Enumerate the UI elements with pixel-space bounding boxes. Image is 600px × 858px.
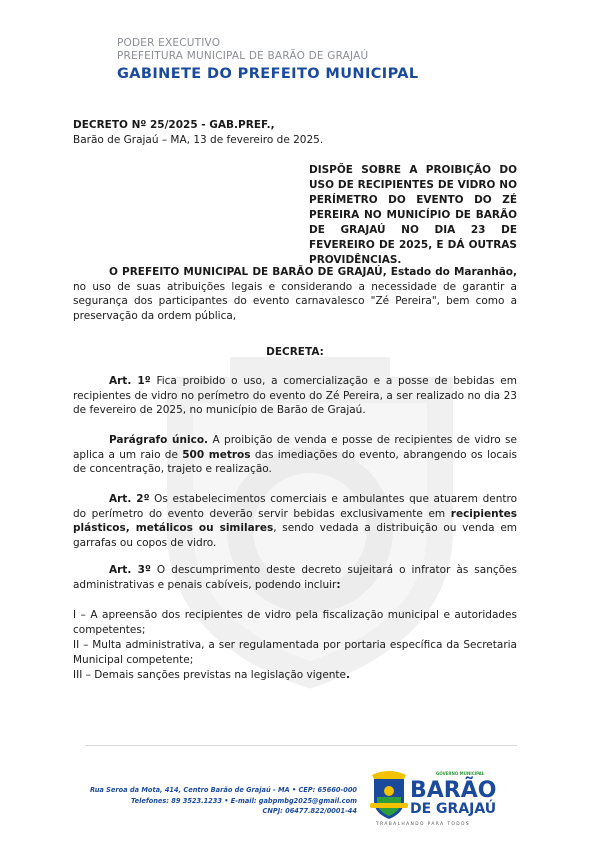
- article-3-text: O descumprimento deste decreto sujeitará o infrator às sanções administrativas e penais cabíveis, podendo incluir: [73, 564, 517, 591]
- article-2-text-b: , sendo vedada a distribuição ou venda em garrafas ou copos de vidro.: [73, 522, 518, 549]
- logo-slogan: TRABALHANDO PARA TODOS: [376, 822, 471, 827]
- article-3-label: Art. 3º: [109, 564, 151, 576]
- sole-paragraph-text-b: das imediações do evento, abrangendo os locais de concentração, trajeto e realização.: [73, 448, 517, 475]
- article-1: [73, 374, 517, 418]
- crest-icon: [370, 771, 408, 819]
- preamble-text: no uso de suas atribuições legais e considerando a necessidade de garantir a segurança dos participantes do evento carnavalesco "Zé Pereira", bem como a preservação da ordem pública,: [73, 280, 517, 322]
- sanction-item-3: [73, 668, 517, 683]
- footer-cnpj: CNPJ: 06477.822/0001-44: [262, 807, 357, 815]
- article-2: [73, 492, 517, 550]
- footer-contact: [90, 785, 357, 817]
- article-3: [73, 563, 517, 592]
- article-2-text-a: Os estabelecimentos comerciais e ambulantes que atuarem dentro do perímetro do evento deverão servir bebidas exclusivamente em: [73, 493, 518, 520]
- executive-branch-label: PODER EXECUTIVO: [117, 37, 221, 49]
- decree-number: DECRETO Nº 25/2025 - GAB.PREF.,: [73, 119, 275, 131]
- article-3-colon: :: [336, 578, 341, 591]
- place-and-date: Barão de Grajaú – MA, 13 de fevereiro de 2025.: [73, 134, 324, 146]
- radius-value: 500 metros: [182, 448, 251, 461]
- preamble-bold: O PREFEITO MUNICIPAL DE BARÃO DE GRAJAÚ, Estado do Maranhão,: [109, 266, 517, 278]
- preamble-paragraph: [73, 265, 517, 323]
- article-1-label: Art. 1º: [109, 375, 151, 387]
- sanction-item-1: I – A apreensão dos recipientes de vidro pela fiscalização municipal e autoridades competentes;: [73, 609, 517, 636]
- logo-name-top: BARÃO: [410, 778, 497, 803]
- letterhead: [117, 37, 419, 84]
- sanction-item-3-text: III – Demais sanções previstas na legislação vigente: [73, 669, 347, 681]
- sole-paragraph-text-a: A proibição de venda e posse de recipientes de vidro se aplica a um raio de: [73, 434, 517, 461]
- footer-divider: [85, 745, 517, 746]
- article-1-text: Fica proibido o uso, a comercialização e a posse de bebidas em recipientes de vidro no perímetro do evento do Zé Pereira, a ser realizado no dia 23 de fevereiro de 2025, no município de Barão de Grajaú.: [73, 375, 517, 416]
- logo-name-bottom: DE GRAJAÚ: [410, 801, 497, 817]
- logo-small-text: GOVERNO MUNICIPAL: [436, 771, 485, 776]
- city-hall-label: PREFEITURA MUNICIPAL DE BARÃO DE GRAJAÚ: [117, 50, 369, 62]
- decreta-heading: DECRETA:: [266, 346, 324, 358]
- sanction-item-2: II – Multa administrativa, a ser regulamentada por portaria específica da Secretaria Municipal competente;: [73, 639, 517, 666]
- allowed-containers: recipientes plásticos, metálicos ou similares: [73, 507, 517, 534]
- office-title: GABINETE DO PREFEITO MUNICIPAL: [117, 66, 419, 82]
- sole-paragraph-label: Parágrafo único.: [109, 434, 209, 446]
- sole-paragraph: [73, 433, 517, 477]
- footer-address: Rua Seroa da Mota, 414, Centro Barão de Grajaú - MA • CEP: 65660-000: [89, 786, 357, 794]
- sanction-item-3-end: .: [346, 669, 351, 681]
- municipality-logo: [370, 767, 510, 827]
- article-2-label: Art. 2º: [109, 493, 150, 505]
- decree-summary: DISPÕE SOBRE A PROIBIÇÃO DO USO DE RECIPIENTES DE VIDRO NO PERÍMETRO DO EVENTO DO ZÉ PEREIRA NO MUNICÍPIO DE BARÃO DE GRAJAÚ NO DIA 23 DE FEVEREIRO DE 2025, E DÁ OUTRAS PROVIDÊNCIAS.: [309, 164, 517, 266]
- footer-phones-email: Telefones: 89 3523.1233 • E-mail: gabpmbg2025@gmail.com: [130, 796, 357, 805]
